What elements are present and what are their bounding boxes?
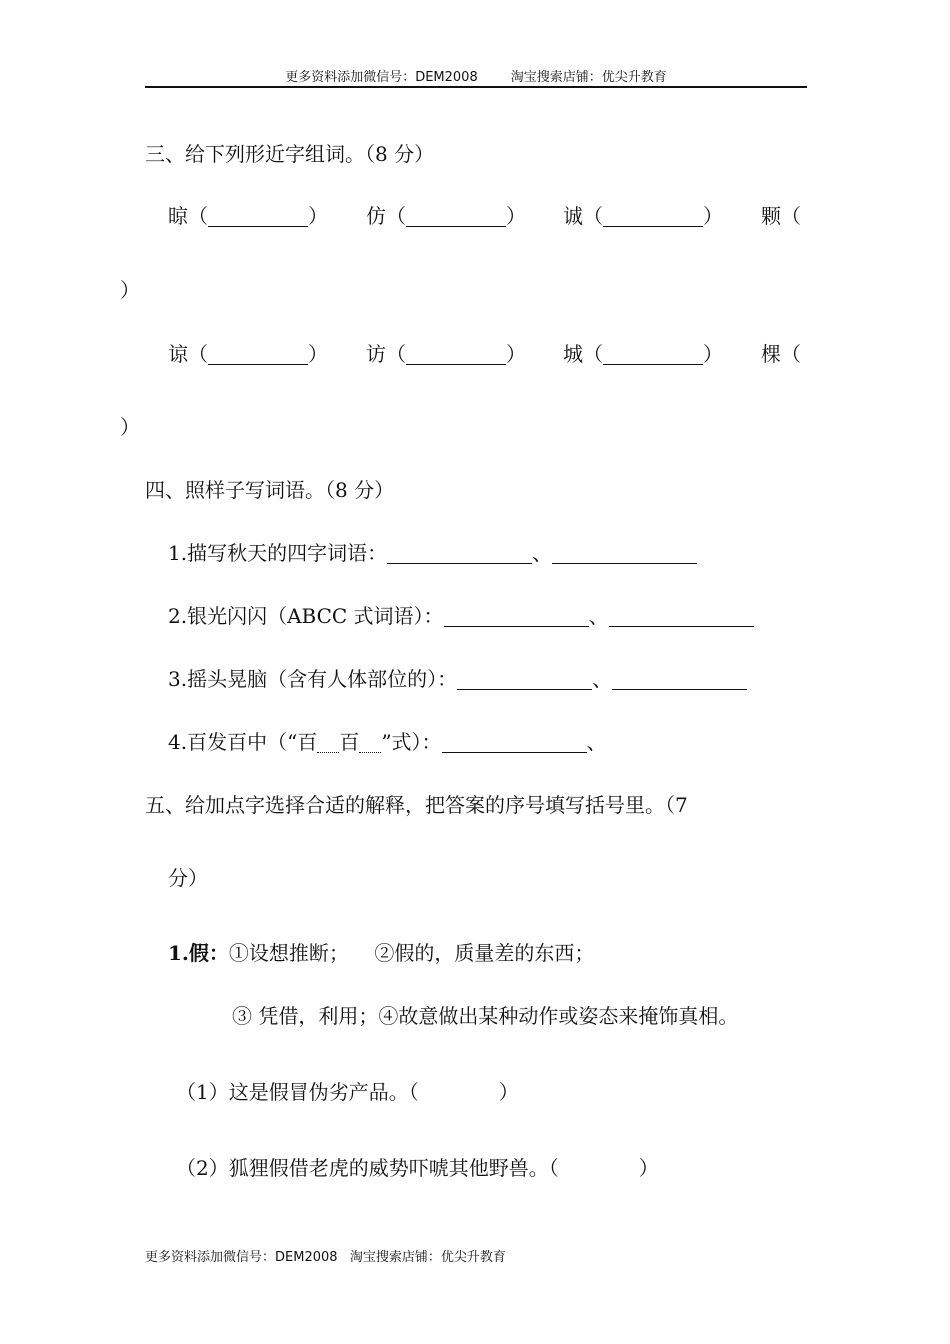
answer-blank[interactable] [208, 346, 308, 365]
section3-row2-item2 [366, 338, 526, 367]
answer-blank[interactable] [609, 608, 754, 627]
answer-blank[interactable] [552, 545, 697, 564]
paren: ） [703, 204, 723, 228]
sub-question: （2）狐狸假借老虎的威势吓唬其他野兽。（ [176, 1156, 559, 1180]
answer-blank[interactable] [406, 346, 506, 365]
paren: ） [498, 1080, 519, 1104]
item-label: 3.摇头晃脑（含有人体部位的）： [168, 667, 458, 691]
answer-blank[interactable] [406, 208, 506, 227]
paren: ） [308, 342, 328, 366]
item-label: ”式）： [381, 730, 442, 754]
pattern-blank[interactable] [317, 734, 339, 753]
section5-title: 五、给加点字选择合适的解释，把答案的序号填写括号里。（7 [145, 793, 688, 817]
paren: （ [781, 204, 801, 228]
paren: ） [506, 204, 526, 228]
q1-meanings-cont: ③ 凭借，利用；④故意做出某种动作或姿态来掩饰真相。 [232, 1004, 739, 1028]
section5-title-cont: 分） [168, 866, 208, 890]
separator: 、 [532, 541, 553, 565]
answer-blank[interactable] [208, 208, 308, 227]
paren: ） [506, 342, 526, 366]
wrapped-close-paren: ） [120, 415, 140, 439]
answer-blank[interactable] [444, 608, 589, 627]
paren: （ [781, 342, 801, 366]
char-liang: 晾 [168, 204, 188, 228]
section4-item1 [168, 537, 697, 566]
item-label: 百 [339, 730, 360, 754]
paren: （ [386, 204, 406, 228]
separator: 、 [586, 730, 607, 754]
paren: （ [583, 342, 603, 366]
answer-blank[interactable] [387, 545, 532, 564]
item-label: 4.百发百中（“百 [168, 730, 318, 754]
section3-row1-item2 [366, 200, 526, 229]
q1-label: 1.假： [168, 941, 229, 965]
answer-blank[interactable] [612, 671, 747, 690]
paren: ） [308, 204, 328, 228]
section3-title: 三、给下列形近字组词。（8 分） [145, 142, 435, 166]
char-fang2: 访 [366, 342, 386, 366]
answer-blank[interactable] [603, 346, 703, 365]
section4-title: 四、照样子写词语。（8 分） [145, 478, 395, 502]
page-footer: 更多资料添加微信号：DEM2008 淘宝搜索店铺：优尖升教育 [145, 1250, 506, 1265]
char-ke2: 棵 [761, 342, 781, 366]
section3-row1-item4 [761, 200, 801, 229]
char-liang2: 谅 [168, 342, 188, 366]
section4-item3 [168, 663, 747, 692]
paren: （ [386, 342, 406, 366]
answer-blank[interactable] [442, 734, 587, 753]
char-cheng2: 城 [563, 342, 583, 366]
q1-meanings: ①设想推断； ②假的，质量差的东西； [228, 941, 595, 965]
sub-question: （1）这是假冒伪劣产品。（ [176, 1080, 419, 1104]
section5-sub2 [176, 1152, 659, 1181]
header-shop: 淘宝搜索店铺：优尖升教育 [510, 70, 667, 85]
section4-item4 [168, 726, 607, 755]
header-wechat: 更多资料添加微信号：DEM2008 [285, 70, 478, 85]
item-label: 1.描写秋天的四字词语： [168, 541, 388, 565]
answer-blank[interactable] [457, 671, 592, 690]
section3-row1 [168, 200, 328, 229]
paren: （ [188, 204, 208, 228]
separator: 、 [592, 667, 613, 691]
section3-row2-item1 [168, 338, 328, 367]
header-divider [145, 86, 807, 88]
paren: （ [583, 204, 603, 228]
section3-row2-item4 [761, 338, 801, 367]
char-ke: 颗 [761, 204, 781, 228]
section4-item2 [168, 600, 754, 629]
paren: （ [188, 342, 208, 366]
page-header [145, 66, 807, 85]
pattern-blank[interactable] [359, 734, 381, 753]
char-fang: 仿 [366, 204, 386, 228]
section5-q1 [168, 937, 594, 966]
char-cheng: 诚 [563, 204, 583, 228]
wrapped-close-paren: ） [120, 278, 140, 302]
section3-row1-item3 [563, 200, 723, 229]
answer-blank[interactable] [603, 208, 703, 227]
paren: ） [638, 1156, 659, 1180]
section5-sub1 [176, 1076, 519, 1105]
section3-row2-item3 [563, 338, 723, 367]
separator: 、 [588, 604, 609, 628]
item-label: 2.银光闪闪（ABCC 式词语）： [168, 604, 444, 628]
paren: ） [703, 342, 723, 366]
